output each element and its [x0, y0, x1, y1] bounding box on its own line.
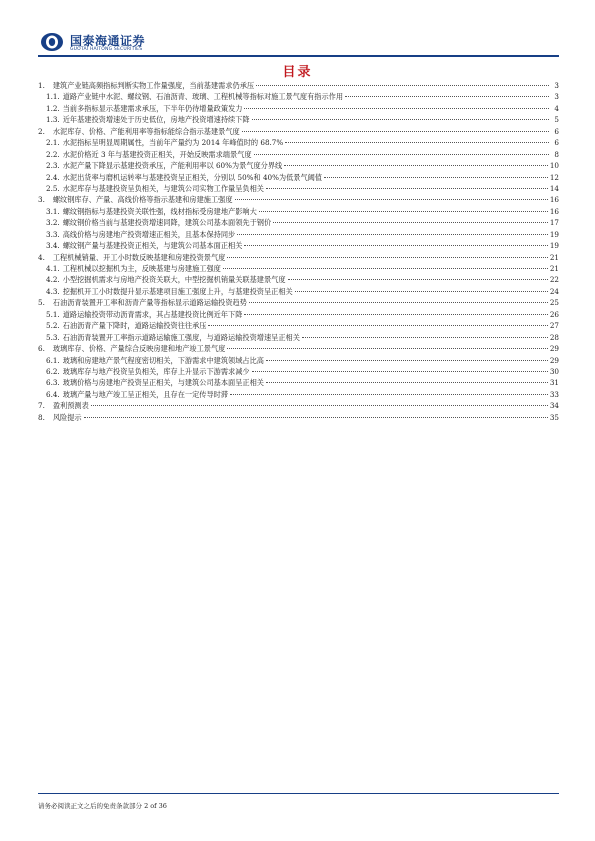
toc-entry-title: 玻璃库存、价格、产量综合反映房建和地产竣工景气度 — [52, 344, 226, 354]
toc-entry-page: 6 — [554, 126, 559, 136]
toc-entry-title: 建筑产业链高频指标判断实物工作量强度，当前基建需求仍承压 — [52, 81, 255, 90]
toc-entry-page: 3 — [554, 81, 559, 90]
toc-entry-page: 22 — [549, 275, 559, 285]
toc-entry-number: 5.1. — [46, 309, 60, 319]
toc-entry-title: 高线价格与房建地产投资增速正相关，且基本保持同步 — [62, 229, 236, 239]
toc-entry-number: 5.3. — [46, 332, 60, 342]
toc-leader-dots — [208, 325, 547, 326]
toc-entry-page: 29 — [549, 355, 559, 365]
toc-entry-page: 31 — [549, 378, 559, 388]
toc-entry-title: 水泥价格近 3 年与基建投资正相关，开始反映需求端景气度 — [62, 149, 252, 159]
toc-leader-dots — [227, 348, 547, 349]
toc-entry-number: 1. — [38, 81, 45, 90]
toc-entry[interactable] — [38, 217, 559, 228]
toc-entry-number: 6.3. — [46, 378, 60, 388]
toc-entry-page: 24 — [549, 286, 559, 296]
toc-entry-page: 33 — [549, 389, 559, 399]
toc-leader-dots — [266, 382, 548, 383]
toc-entry-title: 道路产业链中水泥、螺纹钢、石油沥青、玻璃、工程机械等指标对施工景气度有指示作用 — [62, 92, 344, 102]
toc-leader-dots — [227, 257, 547, 258]
toc-entry-title: 水泥库存、价格、产能利用率等指标能综合指示基建景气度 — [52, 126, 240, 136]
toc-entry-number: 4. — [38, 252, 45, 262]
toc-entry-page: 16 — [549, 206, 559, 216]
toc-entry-number: 3.4. — [46, 241, 60, 251]
toc-entry-title: 盈利预测表 — [52, 401, 89, 411]
toc-entry-page: 3 — [554, 92, 559, 102]
toc-entry[interactable] — [38, 274, 559, 285]
toc-entry[interactable] — [38, 80, 559, 91]
toc-leader-dots — [266, 188, 548, 189]
toc-entry-title: 工程机械以挖掘机为主，反映基建与房建施工强度 — [62, 264, 221, 273]
toc-entry-number: 6.1. — [46, 355, 60, 365]
toc-entry-number: 4.3. — [46, 286, 60, 296]
toc-entry-page: 21 — [549, 264, 559, 273]
toc-entry-number: 2.2. — [46, 149, 60, 159]
toc-entry[interactable] — [38, 366, 559, 377]
toc-entry[interactable] — [38, 332, 559, 343]
toc-entry-title: 挖掘机开工小时数提升显示基建项目施工强度上升，与基建投资呈正相关 — [62, 286, 293, 296]
toc-entry[interactable] — [38, 229, 559, 240]
page-title: 目录 — [282, 65, 313, 80]
toc-entry[interactable] — [38, 114, 559, 125]
toc-entry-number: 8. — [38, 412, 45, 422]
toc-leader-dots — [324, 177, 548, 178]
toc-leader-dots — [259, 211, 548, 212]
toc-entry-page: 34 — [549, 401, 559, 411]
toc-entry-number: 7. — [38, 401, 45, 411]
toc-leader-dots — [235, 199, 548, 200]
company-logo-icon — [40, 32, 66, 52]
toc-entry[interactable] — [38, 137, 559, 148]
toc-leader-dots — [285, 142, 549, 143]
footer-divider — [38, 793, 559, 794]
toc-entry-title: 玻璃价格与房建地产投资呈正相关，与建筑公司基本面呈正相关 — [62, 378, 264, 388]
toc-leader-dots — [295, 291, 548, 292]
toc-entry-page: 8 — [554, 149, 559, 159]
toc-entry[interactable] — [38, 297, 559, 308]
toc-leader-dots — [256, 85, 549, 86]
toc-leader-dots — [230, 394, 548, 395]
toc-entry-title: 螺纹钢库存、产量、高线价格等指示基建和房建施工强度 — [52, 195, 233, 205]
toc-entry-number: 4.1. — [46, 264, 60, 273]
toc-leader-dots — [273, 222, 548, 223]
toc-entry[interactable] — [38, 252, 559, 263]
company-name-en: GUOTAI HAITONG SECURITIES — [70, 47, 143, 52]
table-of-contents — [38, 80, 559, 423]
toc-entry-title: 水泥产量下降显示基建投资承压，产能利用率以 60%为景气度分界线 — [62, 161, 283, 171]
toc-entry-title: 水泥库存与基建投资呈负相关，与建筑公司实物工作量呈负相关 — [62, 183, 264, 193]
toc-entry[interactable] — [38, 320, 559, 331]
toc-leader-dots — [252, 371, 548, 372]
toc-entry[interactable] — [38, 263, 559, 274]
toc-entry-page: 5 — [554, 115, 559, 125]
toc-entry-number: 5. — [38, 298, 45, 308]
toc-entry-number: 6.4. — [46, 389, 60, 399]
toc-entry-page: 30 — [549, 366, 559, 376]
toc-entry-page: 35 — [549, 412, 559, 422]
toc-leader-dots — [302, 337, 548, 338]
toc-entry[interactable] — [38, 400, 559, 411]
footer-disclaimer: 请务必阅读正文之后的免责条款部分 2 of 36 — [38, 802, 167, 810]
toc-entry-number: 6.2. — [46, 366, 60, 376]
toc-entry-number: 3.3. — [46, 229, 60, 239]
toc-entry-number: 2.5. — [46, 183, 60, 193]
toc-entry-title: 玻璃和房建地产景气程度密切相关，下游需求中建筑领域占比高 — [62, 355, 264, 365]
toc-entry[interactable] — [38, 355, 559, 366]
toc-entry[interactable] — [38, 286, 559, 297]
toc-entry-number: 2.1. — [46, 138, 60, 148]
toc-entry-number: 2.3. — [46, 161, 60, 171]
toc-entry[interactable] — [38, 309, 559, 320]
toc-entry-page: 27 — [549, 321, 559, 331]
toc-leader-dots — [254, 154, 549, 155]
toc-entry-page: 21 — [549, 252, 559, 262]
toc-entry-number: 1.2. — [46, 103, 60, 113]
toc-entry-title: 螺纹钢产量与基建投资正相关，与建筑公司基本面正相关 — [62, 241, 243, 251]
toc-entry-page: 14 — [549, 183, 559, 193]
toc-entry-title: 玻璃库存与地产投资呈负相关，库存上升显示下游需求减少 — [62, 366, 250, 376]
toc-entry[interactable] — [38, 103, 559, 114]
toc-entry-number: 5.2. — [46, 321, 60, 331]
toc-entry[interactable] — [38, 160, 559, 171]
toc-entry[interactable] — [38, 183, 559, 194]
toc-leader-dots — [242, 131, 549, 132]
toc-entry-title: 小型挖掘机需求与房地产投资关联大，中型挖掘机销量关联基建景气度 — [62, 275, 286, 285]
toc-entry-title: 石油沥青装置开工率指示道路运输施工强度，与道路运输投资增速呈正相关 — [62, 332, 300, 342]
toc-entry-title: 玻璃产量与地产竣工呈正相关，且存在一定传导时滞 — [62, 389, 229, 399]
toc-entry[interactable] — [38, 240, 559, 251]
toc-entry-title: 水泥出货率与磨机运转率与基建投资呈正相关，分别以 50%和 40%为低景气阈值 — [62, 172, 323, 182]
toc-leader-dots — [345, 96, 549, 97]
toc-entry-page: 25 — [549, 298, 559, 308]
toc-entry[interactable] — [38, 91, 559, 102]
toc-entry-page: 12 — [549, 172, 559, 182]
toc-entry[interactable] — [38, 343, 559, 354]
toc-entry[interactable] — [38, 172, 559, 183]
toc-entry[interactable] — [38, 194, 559, 205]
toc-entry-page: 19 — [549, 229, 559, 239]
toc-leader-dots — [249, 302, 548, 303]
toc-entry-page: 26 — [549, 309, 559, 319]
toc-entry-page: 10 — [549, 161, 559, 171]
toc-entry-title: 工程机械销量、开工小时数反映基建和房建投资景气度 — [52, 252, 226, 262]
toc-leader-dots — [91, 405, 548, 406]
toc-entry-page: 19 — [549, 241, 559, 251]
toc-leader-dots — [266, 360, 548, 361]
toc-entry-page: 4 — [554, 103, 559, 113]
toc-entry-title: 道路运输投资带动沥青需求，其占基建投资比例近年下降 — [62, 309, 243, 319]
toc-entry-number: 3.1. — [46, 206, 60, 216]
toc-entry[interactable] — [38, 389, 559, 400]
toc-entry[interactable] — [38, 206, 559, 217]
toc-entry-number: 1.1. — [46, 92, 60, 102]
toc-entry[interactable] — [38, 412, 559, 423]
toc-entry-title: 风险提示 — [52, 412, 82, 422]
toc-entry[interactable] — [38, 377, 559, 388]
toc-entry-title: 近年基建投资增速处于历史低位，房地产投资增速持续下降 — [62, 115, 250, 125]
toc-entry-number: 1.3. — [46, 115, 60, 125]
toc-leader-dots — [244, 314, 547, 315]
company-name-cn: 国泰海通证券 — [70, 34, 146, 48]
toc-entry-number: 6. — [38, 344, 45, 354]
toc-entry-number: 3. — [38, 195, 45, 205]
toc-leader-dots — [244, 245, 547, 246]
toc-leader-dots — [84, 417, 548, 418]
toc-leader-dots — [223, 268, 548, 269]
toc-entry-page: 28 — [549, 332, 559, 342]
toc-entry-title: 石油沥青产量下降时，道路运输投资往往承压 — [62, 321, 207, 331]
toc-entry-page: 29 — [549, 344, 559, 354]
toc-leader-dots — [252, 119, 549, 120]
toc-entry-number: 2.4. — [46, 172, 60, 182]
toc-entry-page: 6 — [554, 138, 559, 148]
toc-entry-page: 17 — [549, 218, 559, 228]
toc-entry-title: 螺纹钢价格当前与基建投资增速同降，建筑公司基本面领先于钢价 — [62, 218, 272, 228]
toc-entry-title: 螺纹钢指标与基建投资关联性强，线材指标受房建地产影响大 — [62, 206, 257, 216]
toc-entry[interactable] — [38, 149, 559, 160]
toc-entry-title: 当前多指标显示基建需求承压，下半年仍待增量政策发力 — [62, 103, 243, 113]
toc-leader-dots — [288, 279, 548, 280]
toc-leader-dots — [244, 108, 549, 109]
toc-entry-number: 2. — [38, 126, 45, 136]
header-divider — [38, 55, 559, 57]
toc-leader-dots — [237, 234, 548, 235]
toc-entry-title: 水泥指标呈明显周期属性，当前年产量约为 2014 年峰值时的 68.7% — [62, 138, 284, 148]
toc-entry-number: 3.2. — [46, 218, 60, 228]
toc-entry-number: 4.2. — [46, 275, 60, 285]
toc-entry-page: 16 — [549, 195, 559, 205]
toc-leader-dots — [284, 165, 548, 166]
toc-entry[interactable] — [38, 126, 559, 137]
toc-entry-title: 石油沥青装置开工率和沥青产量等指标显示道路运输投资趋势 — [52, 298, 247, 308]
